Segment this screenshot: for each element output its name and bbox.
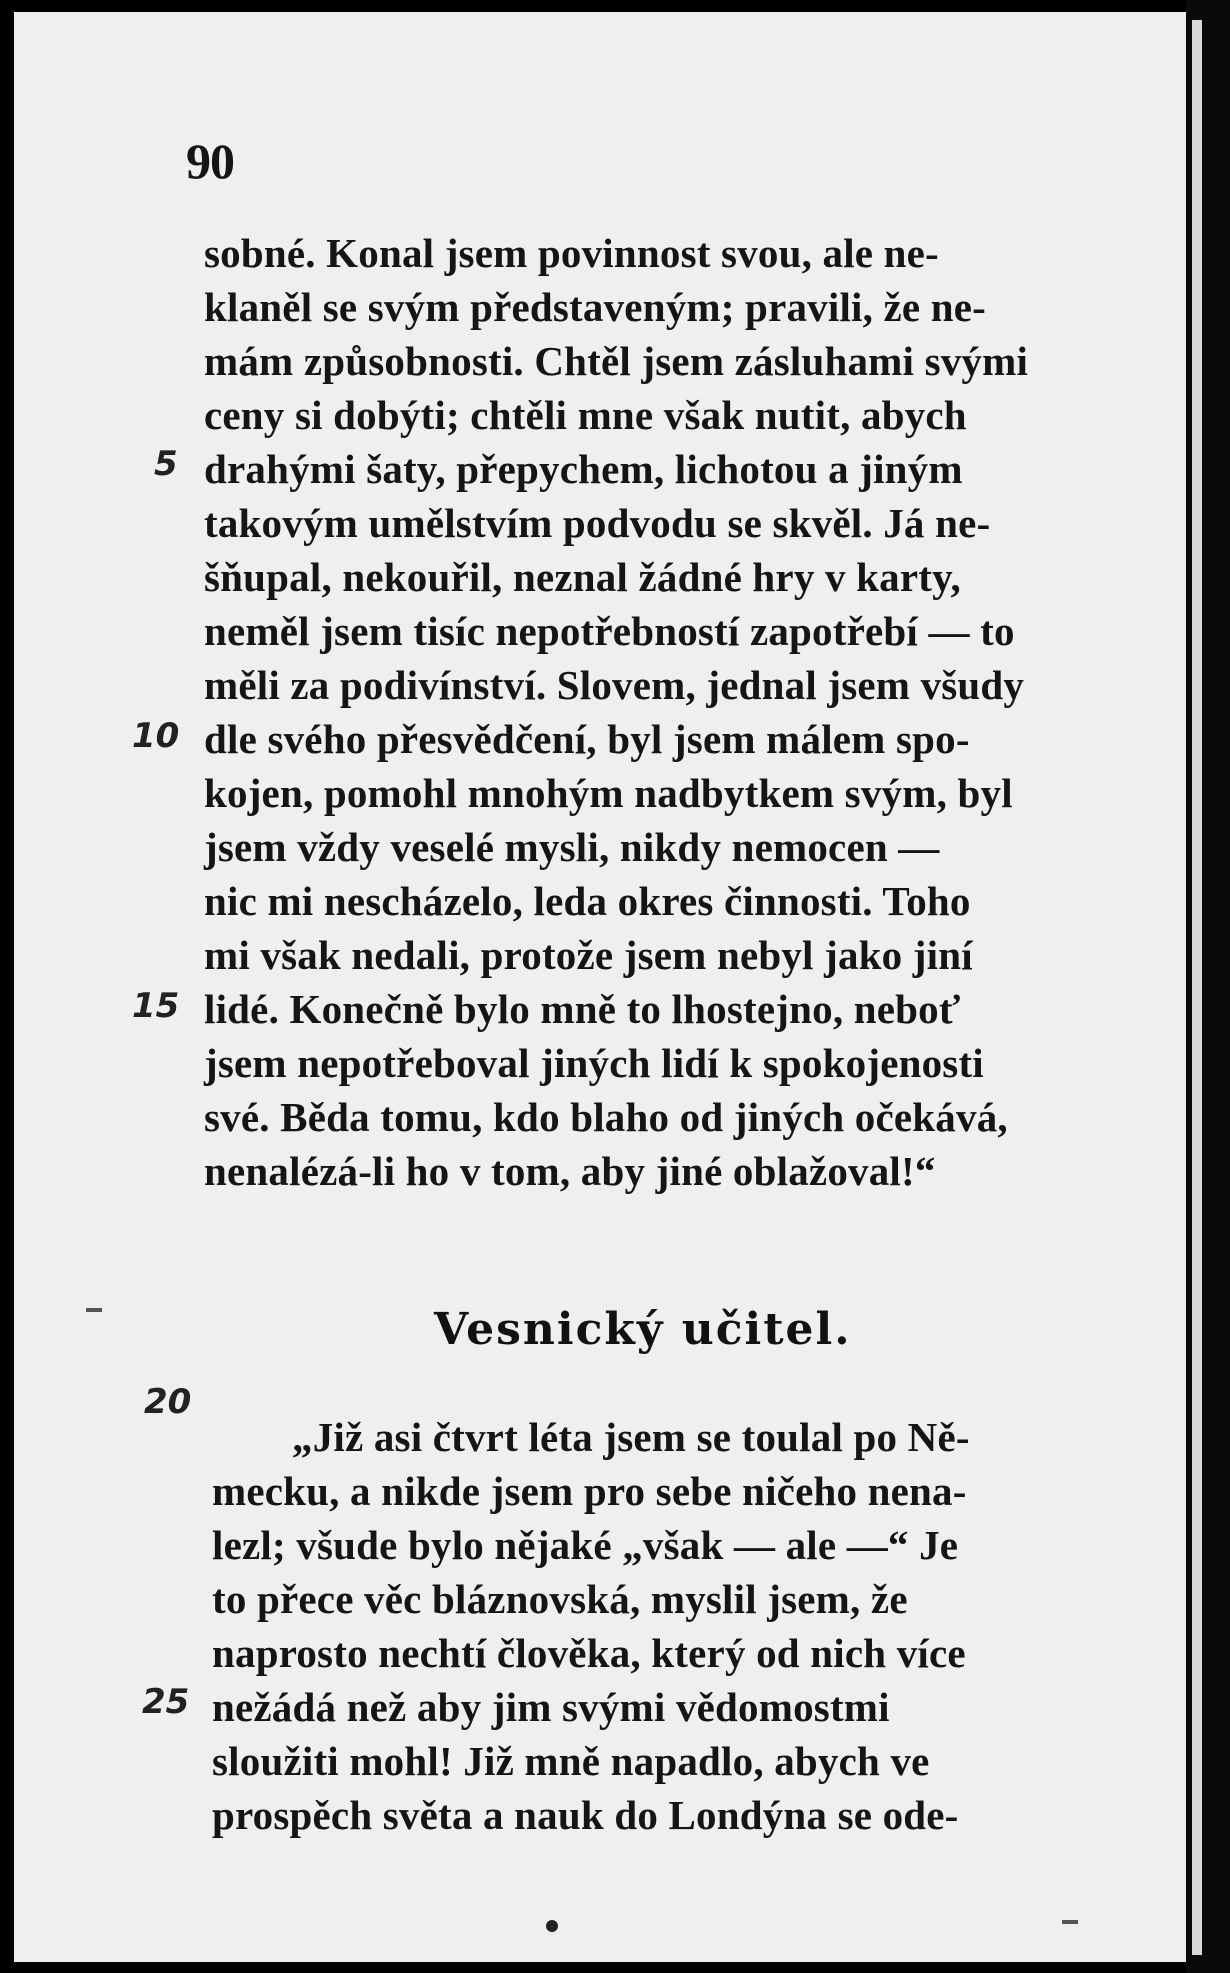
margin-line-number: 5	[154, 444, 178, 484]
margin-line-number: 25	[142, 1682, 190, 1722]
print-speck	[546, 1920, 558, 1932]
section-heading: Vesnický učitel.	[434, 1304, 852, 1355]
book-edge	[1186, 0, 1230, 1973]
print-speck	[86, 1308, 102, 1312]
text-line: prospěch světa a nauk do Londýna se ode-	[212, 1792, 959, 1838]
text-line: jsem vždy veselé mysli, nikdy nemocen —	[204, 824, 940, 870]
text-line: dle svého přesvědčení, byl jsem málem spo-	[204, 716, 970, 762]
text-line: klaněl se svým představeným; pravili, že ne-	[204, 284, 987, 330]
page-edge-strip	[1192, 20, 1202, 1955]
text-line: sobné. Konal jsem povinnost svou, ale ne-	[204, 230, 939, 276]
text-line: „Již asi čtvrt léta jsem se toulal po Ně-	[292, 1414, 970, 1460]
text-line: neměl jsem tisíc nepotřebností zapotřebí — to	[204, 608, 1015, 654]
text-line: ceny si dobýti; chtěli mne však nutit, abych	[204, 392, 967, 438]
margin-line-number: 10	[132, 716, 180, 756]
text-line: drahými šaty, přepychem, lichotou a jiným	[204, 446, 963, 492]
text-line: mám způsobnosti. Chtěl jsem zásluhami svými	[204, 338, 1029, 384]
margin-line-number: 15	[132, 986, 180, 1026]
text-line: jsem nepotřeboval jiných lidí k spokojenosti	[204, 1040, 984, 1086]
text-line: naprosto nechtí člověka, který od nich více	[212, 1630, 966, 1676]
text-line: své. Běda tomu, kdo blaho od jiných očekává,	[204, 1094, 1008, 1140]
text-line: lezl; všude bylo nějaké „však — ale —“ Je	[212, 1522, 959, 1568]
text-line: měli za podivínství. Slovem, jednal jsem všudy	[204, 662, 1025, 708]
text-line: mi však nedali, protože jsem nebyl jako jiní	[204, 932, 973, 978]
text-line: nenalézá-li ho v tom, aby jiné oblažoval!“	[204, 1148, 936, 1194]
text-line: sloužiti mohl! Již mně napadlo, abych ve	[212, 1738, 930, 1784]
text-line: lidé. Konečně bylo mně to lhostejno, neboť	[204, 986, 961, 1032]
text-line: šňupal, nekouřil, neznal žádné hry v karty,	[204, 554, 961, 600]
margin-line-number: 20	[144, 1382, 192, 1422]
text-line: mecku, a nikde jsem pro sebe ničeho nena-	[212, 1468, 967, 1514]
print-speck	[1062, 1920, 1078, 1924]
book-page	[14, 12, 1186, 1962]
text-line: takovým umělstvím podvodu se skvěl. Já ne-	[204, 500, 991, 546]
text-line: kojen, pomohl mnohým nadbytkem svým, byl	[204, 770, 1013, 816]
page-number: 90	[186, 133, 234, 189]
text-line: nežádá než aby jim svými vědomostmi	[212, 1684, 890, 1730]
text-line: nic mi nescházelo, leda okres činnosti. Toho	[204, 878, 971, 924]
text-line: to přece věc bláznovská, myslil jsem, že	[212, 1576, 908, 1622]
